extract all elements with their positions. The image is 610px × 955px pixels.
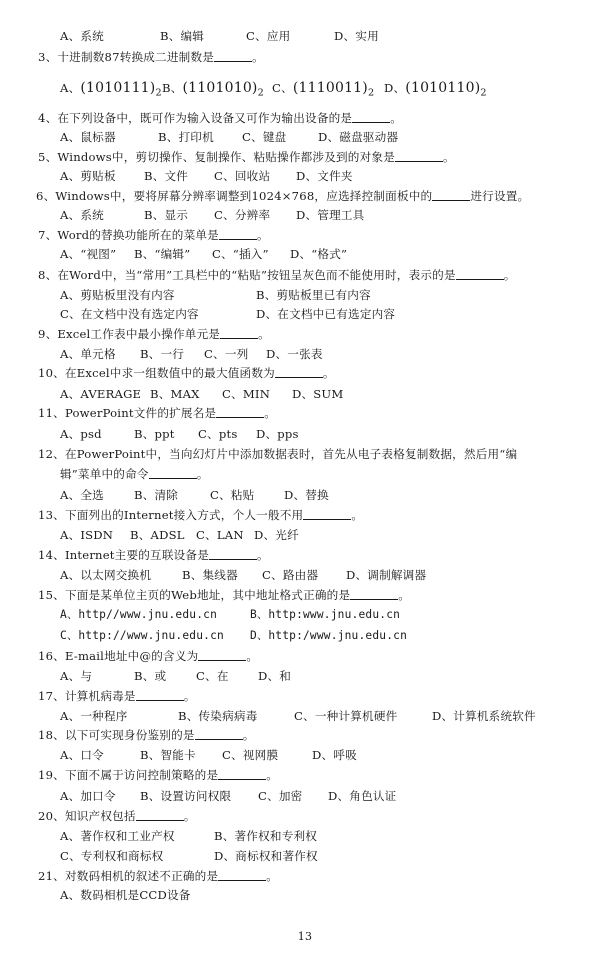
option-a: A、http//www.jnu.edu.cn	[60, 608, 218, 621]
option-b: B、文件	[144, 169, 189, 183]
answer-blank	[352, 109, 390, 123]
option-c-value: (1110011)	[292, 80, 368, 96]
option-a: A、系统	[60, 208, 104, 222]
answer-blank	[432, 187, 470, 201]
question-number: 11	[38, 406, 54, 420]
option-d: D、和	[258, 669, 292, 683]
question-text: 、Windows中，剪切操作、复制操作、粘贴操作都涉及到的对象是	[45, 150, 395, 164]
option-a-base: 2	[155, 87, 162, 99]
option-a: A、系统	[60, 29, 104, 43]
option-d: D、http:/www.jnu.edu.cn	[250, 629, 408, 642]
question-number: 7	[38, 228, 46, 242]
question-text: 、以下可实现身份鉴别的是	[53, 728, 195, 742]
answer-blank	[303, 506, 351, 520]
option-c: C、加密	[258, 789, 303, 803]
option-a: A、全选	[60, 488, 104, 502]
option-b: B、MAX	[150, 387, 200, 401]
question-suffix: 。	[351, 508, 364, 522]
question-20	[38, 806, 196, 826]
question-text: 、Internet主要的互联设备是	[53, 548, 209, 562]
option-b: B、“编辑”	[134, 247, 191, 261]
answer-blank	[216, 404, 264, 418]
question-suffix: 进行设置。	[470, 189, 530, 203]
question-suffix: 。	[390, 111, 403, 125]
option-a: A、鼠标器	[60, 130, 116, 144]
option-b: B、清除	[134, 488, 179, 502]
option-d: D、磁盘驱动器	[318, 130, 399, 144]
question-9	[38, 324, 270, 344]
page-number: 13	[297, 930, 313, 943]
question-13	[38, 505, 363, 525]
question-number: 5	[38, 150, 46, 164]
option-c: C、MIN	[222, 387, 271, 401]
question-suffix: 。	[398, 588, 411, 602]
question-text: 、对数码相机的叙述不正确的是	[53, 869, 219, 883]
answer-blank	[136, 807, 184, 821]
question-number: 10	[38, 366, 54, 380]
option-b-base: 2	[257, 87, 264, 99]
option-c: C、一种计算机硬件	[294, 709, 398, 723]
question-number: 4	[38, 111, 46, 125]
question-number: 14	[38, 548, 54, 562]
question-number: 3	[38, 50, 46, 64]
option-d: D、商标权和著作权	[214, 849, 318, 863]
answer-blank	[149, 465, 197, 479]
option-a: A、口令	[60, 748, 104, 762]
question-suffix: 。	[256, 228, 269, 242]
option-a-label: A、	[60, 81, 81, 95]
option-d: D、计算机系统软件	[432, 709, 536, 723]
option-a: A、AVERAGE	[60, 387, 142, 401]
question-text: 、计算机病毒是	[53, 689, 136, 703]
question-19	[38, 765, 278, 785]
answer-blank	[218, 867, 266, 881]
option-a: A、“视图”	[60, 247, 117, 261]
option-b	[162, 76, 264, 105]
answer-blank	[209, 546, 257, 560]
option-c: C、“插入”	[212, 247, 269, 261]
question-6	[36, 186, 529, 206]
question-suffix: 。	[246, 649, 259, 663]
question-text: 、Windows中，要将屏幕分辨率调整到1024×768，应选择控制面板中的	[43, 189, 433, 203]
question-suffix: 。	[443, 150, 455, 164]
question-number: 9	[38, 327, 46, 341]
answer-blank	[350, 586, 398, 600]
question-number: 13	[38, 508, 54, 522]
question-text: 、下面列出的Internet接入方式，个人一般不用	[53, 508, 304, 522]
option-d-value: (1010110)	[405, 80, 481, 96]
option-b: B、或	[134, 669, 167, 683]
option-c: C、一列	[204, 347, 249, 361]
question-suffix: 。	[252, 50, 264, 64]
answer-blank	[214, 48, 252, 62]
question-suffix: 。	[264, 406, 277, 420]
question-15	[38, 585, 410, 605]
question-text: 、在Word中，当“常用”工具栏中的“粘贴”按钮呈灰色而不能使用时，表示的是	[45, 268, 456, 282]
option-c: C、键盘	[242, 130, 287, 144]
question-10	[38, 363, 335, 383]
question-5	[38, 147, 455, 167]
option-b: B、显示	[144, 208, 189, 222]
question-suffix: 。	[322, 366, 335, 380]
option-b-value: (1101010)	[182, 80, 258, 96]
option-c: C、在文档中没有选定内容	[60, 307, 199, 321]
question-text: 、E-mail地址中@的含义为	[53, 649, 199, 663]
option-c: C、路由器	[262, 568, 319, 582]
option-a-value: (1010111)	[80, 80, 156, 96]
option-d: D、一张表	[266, 347, 323, 361]
option-d: D、实用	[334, 29, 379, 43]
question-12-line-2	[60, 464, 208, 484]
question-suffix: 。	[183, 809, 196, 823]
answer-blank	[219, 226, 257, 240]
answer-blank	[220, 325, 258, 339]
option-b: B、http:www.jnu.edu.cn	[250, 608, 401, 621]
question-text: 、在PowerPoint中，当向幻灯片中添加数据表时，首先从电子表格复制数据，然后用“编	[53, 447, 518, 461]
question-14	[38, 545, 269, 565]
answer-blank	[456, 266, 504, 280]
option-b: B、ADSL	[130, 528, 185, 542]
option-d	[384, 76, 487, 105]
option-d: D、pps	[256, 427, 299, 441]
answer-blank	[195, 726, 243, 740]
option-d: D、光纤	[254, 528, 299, 542]
option-a: A、剪贴板里没有内容	[60, 288, 175, 302]
option-b-label: B、	[162, 81, 183, 95]
option-c-base: 2	[367, 87, 375, 99]
option-c: C、粘贴	[210, 488, 255, 502]
option-c: C、在	[196, 669, 229, 683]
question-text: 、下面不属于访问控制策略的是	[53, 768, 219, 782]
option-c: C、分辨率	[214, 208, 271, 222]
question-number: 8	[38, 268, 46, 282]
option-d: D、“格式”	[290, 247, 348, 261]
option-a: A、数码相机是CCD设备	[60, 888, 191, 902]
question-12	[38, 444, 517, 464]
question-suffix: 。	[258, 327, 270, 341]
question-21	[38, 866, 278, 886]
question-17	[38, 686, 196, 706]
option-a: A、psd	[60, 427, 102, 441]
option-b: B、著作权和专利权	[214, 829, 318, 843]
question-3	[38, 47, 264, 67]
question-8	[38, 265, 516, 285]
option-a: A、剪贴板	[60, 169, 116, 183]
question-18	[38, 725, 254, 745]
option-b: B、智能卡	[140, 748, 196, 762]
question-text: 、十进制数87转换成二进制数是	[45, 50, 215, 64]
question-number: 12	[38, 447, 54, 461]
question-number: 6	[36, 189, 44, 203]
option-c: C、pts	[198, 427, 238, 441]
answer-blank	[136, 687, 184, 701]
question-number: 19	[38, 768, 54, 782]
option-b: B、ppt	[134, 427, 175, 441]
question-number: 15	[38, 588, 54, 602]
option-a: A、著作权和工业产权	[60, 829, 175, 843]
option-b: B、打印机	[158, 130, 214, 144]
option-c: C、应用	[246, 29, 291, 43]
question-16	[38, 646, 258, 666]
question-11	[38, 403, 276, 423]
question-text: 、在Excel中求一组数值中的最大值函数为	[53, 366, 275, 380]
option-c	[272, 76, 374, 105]
question-number: 17	[38, 689, 54, 703]
question-text: 、在下列设备中，既可作为输入设备又可作为输出设备的是	[45, 111, 353, 125]
question-number: 16	[38, 649, 54, 663]
option-a: A、加口令	[60, 789, 116, 803]
question-text: 辑”菜单中的命令	[60, 467, 149, 481]
answer-blank	[395, 148, 443, 162]
question-suffix: 。	[266, 768, 279, 782]
option-c: C、回收站	[214, 169, 271, 183]
option-c: C、专利权和商标权	[60, 849, 164, 863]
question-number: 21	[38, 869, 54, 883]
option-b: B、集线器	[182, 568, 238, 582]
question-text: 、知识产权包括	[53, 809, 136, 823]
option-c: C、http://www.jnu.edu.cn	[60, 629, 224, 642]
question-7	[38, 225, 269, 245]
option-b: B、一行	[140, 347, 185, 361]
question-suffix: 。	[266, 869, 279, 883]
question-number: 20	[38, 809, 54, 823]
question-text: 、PowerPoint文件的扩展名是	[53, 406, 217, 420]
option-d: D、文件夹	[296, 169, 353, 183]
answer-blank	[275, 364, 323, 378]
option-a: A、与	[60, 669, 93, 683]
question-text: 、下面是某单位主页的Web地址，其中地址格式正确的是	[53, 588, 351, 602]
option-c-label: C、	[272, 81, 293, 95]
question-text: 、Excel工作表中最小操作单元是	[45, 327, 221, 341]
option-d-label: D、	[384, 81, 406, 95]
option-d: D、角色认证	[328, 789, 397, 803]
option-a: A、单元格	[60, 347, 116, 361]
question-4	[38, 108, 402, 128]
question-number: 18	[38, 728, 54, 742]
option-b: B、编辑	[160, 29, 205, 43]
option-d: D、管理工具	[296, 208, 365, 222]
question-suffix: 。	[257, 548, 269, 562]
option-d-base: 2	[480, 87, 487, 99]
option-c: C、LAN	[196, 528, 244, 542]
question-text: 、Word的替换功能所在的菜单是	[45, 228, 219, 242]
option-d: D、调制解调器	[346, 568, 427, 582]
option-d: D、呼吸	[312, 748, 357, 762]
option-a: A、以太网交换机	[60, 568, 152, 582]
question-suffix: 。	[503, 268, 516, 282]
answer-blank	[198, 647, 246, 661]
answer-blank	[218, 766, 266, 780]
option-b: B、设置访问权限	[140, 789, 232, 803]
option-a	[60, 76, 162, 105]
question-suffix: 。	[196, 467, 209, 481]
option-d: D、替换	[284, 488, 329, 502]
option-b: B、传染病病毒	[178, 709, 258, 723]
option-b: B、剪贴板里已有内容	[256, 288, 371, 302]
option-a: A、一种程序	[60, 709, 128, 723]
option-a: A、ISDN	[60, 528, 114, 542]
option-d: D、SUM	[292, 387, 344, 401]
question-suffix: 。	[242, 728, 255, 742]
option-d: D、在文档中已有选定内容	[256, 307, 396, 321]
option-c: C、视网膜	[222, 748, 279, 762]
question-suffix: 。	[183, 689, 196, 703]
